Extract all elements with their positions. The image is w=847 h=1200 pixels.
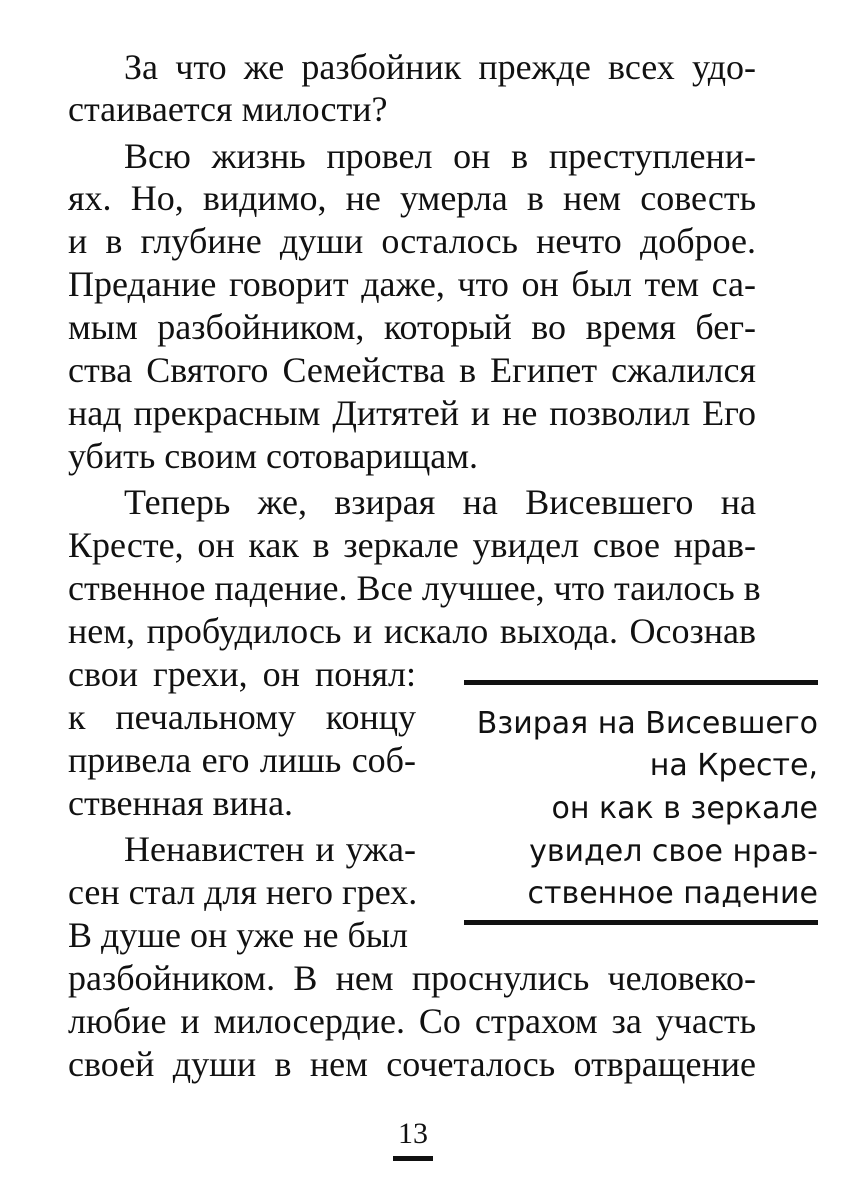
paragraph-1-line-1: За что же разбойник прежде всех удо- [124, 47, 756, 87]
pull-quote-line-5: ственное падение [527, 876, 818, 911]
page-number-underline [393, 1156, 433, 1161]
paragraph-2-line-3: и в глубине души осталось нечто доброе. [68, 221, 756, 261]
paragraph-3-line-7: привела его лишь соб- [68, 740, 416, 780]
paragraph-4-line-4: разбойником. В нем проснулись человеко- [68, 958, 756, 998]
paragraph-4-line-1: Ненавистен и ужа- [124, 829, 416, 869]
paragraph-2-line-1: Всю жизнь провел он в преступлени- [124, 136, 756, 176]
paragraph-1-line-2: стаивается милости? [68, 89, 388, 129]
paragraph-4-line-5: любие и милосердие. Со страхом за участь [68, 1001, 756, 1041]
pull-quote-bottom-rule [464, 920, 818, 925]
paragraph-2-line-7: над прекрасным Дитятей и не позволил Его [68, 393, 756, 433]
paragraph-4-line-3: В душе он уже не был [68, 915, 408, 955]
pull-quote-line-2: на Кресте, [649, 748, 818, 783]
pull-quote-line-1: Взирая на Висевшего [476, 706, 818, 741]
paragraph-3-line-4: нем, пробудилось и искало выхода. Осознав [68, 611, 756, 651]
page-number: 13 [398, 1117, 428, 1150]
paragraph-3-line-6: к печальному концу [68, 697, 416, 737]
paragraph-3-line-2: Кресте, он как в зеркале увидел свое нрав- [68, 525, 756, 565]
paragraph-3-line-3: ственное падение. Все лучшее, что таилось в [68, 568, 761, 608]
paragraph-4-line-2: сен стал для него грех. [68, 872, 418, 912]
paragraph-2-line-8: убить своим сотоварищам. [68, 436, 479, 476]
pull-quote-top-rule [464, 680, 818, 685]
paragraph-2-line-5: мым разбойником, который во время бег- [68, 307, 756, 347]
paragraph-2-line-4: Предание говорит даже, что он был тем са- [68, 264, 756, 304]
paragraph-2-line-6: ства Святого Семейства в Египет сжалился [68, 350, 756, 390]
pull-quote-line-4: увидел свое нрав- [529, 834, 818, 869]
paragraph-2-line-2: ях. Но, видимо, не умерла в нем совесть [68, 178, 756, 218]
paragraph-3-line-1: Теперь же, взирая на Висевшего на [124, 482, 756, 522]
paragraph-3-line-8: ственная вина. [68, 783, 294, 823]
pull-quote-line-3: он как в зеркале [551, 791, 818, 826]
paragraph-4-line-6: своей души в нем сочеталось отвращение [68, 1044, 756, 1084]
paragraph-3-line-5: свои грехи, он понял: [68, 654, 416, 694]
